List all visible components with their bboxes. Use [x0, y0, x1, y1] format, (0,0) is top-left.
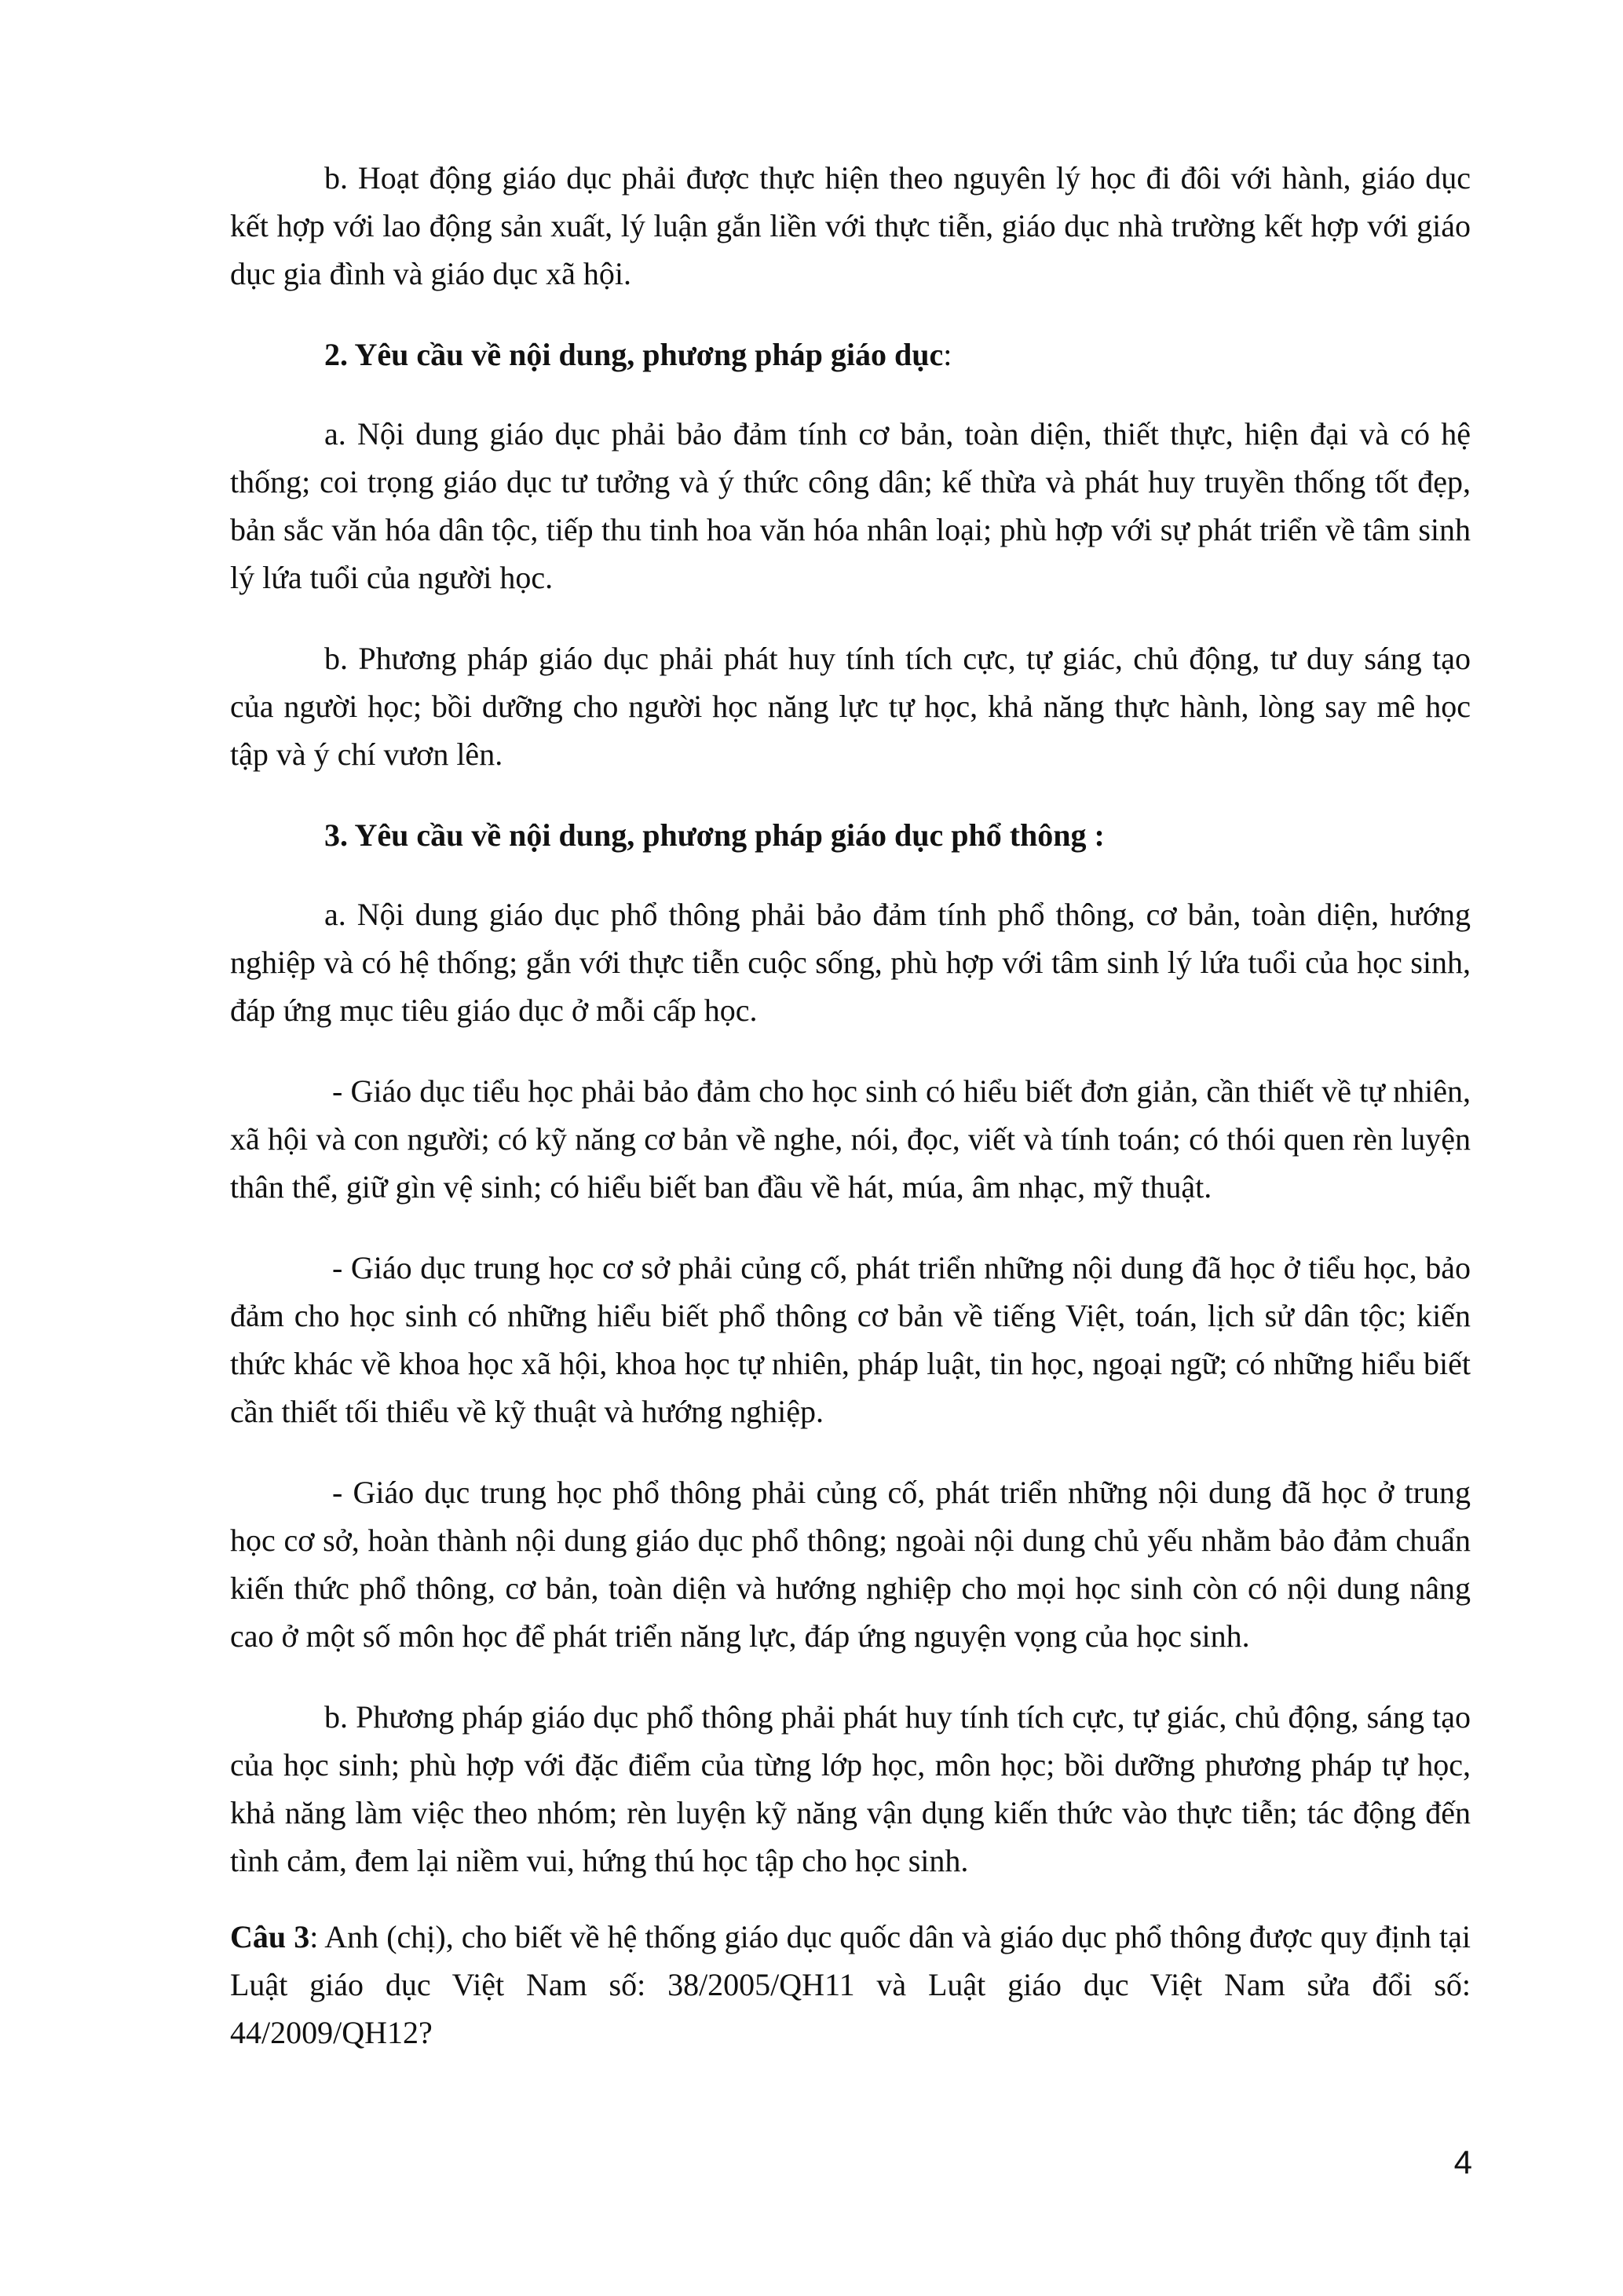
paragraph-primary-education: - Giáo dục tiểu học phải bảo đảm cho học sinh có hiểu biết đơn giản, cần thiết về tự nhiên, xã hội và con người; có kỹ năng cơ bản về nghe, nói, đọc, viết và tính toán; có thói quen rèn luyện thân thể, giữ gìn vệ sinh; có hiểu biết ban đầu về hát, múa, âm nhạc, mỹ thuật. — [230, 1073, 1471, 1205]
paragraph-method-b: b. Phương pháp giáo dục phải phát huy tính tích cực, tự giác, chủ động, tư duy sáng tạo của người học; bồi dưỡng cho người học năng lực tự học, khả năng thực hành, lòng say mê học tập và ý chí vươn lên. — [230, 641, 1471, 772]
section-heading-2-text: 2. Yêu cầu về nội dung, phương pháp giáo dục — [324, 337, 944, 372]
section-heading-3: 3. Yêu cầu về nội dung, phương pháp giáo dục phổ thông : — [324, 817, 1105, 853]
question-label: Câu 3 — [230, 1919, 310, 1954]
paragraph-lower-secondary: - Giáo dục trung học cơ sở phải củng cố, phát triển những nội dung đã học ở tiểu học, bảo đảm cho học sinh có những hiểu biết phổ thông cơ bản về tiếng Việt, toán, lịch sử dân tộc; kiến thức khác về khoa học xã hội, khoa học tự nhiên, pháp luật, tin học, ngoại ngữ; có những hiểu biết cần thiết tối thiểu về kỹ thuật và hướng nghiệp. — [230, 1250, 1471, 1429]
paragraph-upper-secondary: - Giáo dục trung học phổ thông phải củng cố, phát triển những nội dung đã học ở trung học cơ sở, hoàn thành nội dung giáo dục phổ thông; ngoài nội dung chủ yếu nhằm bảo đảm chuẩn kiến thức phổ thông, cơ bản, toàn diện và hướng nghiệp cho mọi học sinh còn có nội dung nâng cao ở một số môn học để phát triển năng lực, đáp ứng nguyện vọng của học sinh. — [230, 1475, 1471, 1654]
paragraph-principle-b: b. Hoạt động giáo dục phải được thực hiện theo nguyên lý học đi đôi với hành, giáo dục kết hợp với lao động sản xuất, lý luận gắn liền với thực tiễn, giáo dục nhà trường kết hợp với giáo dục gia đình và giáo dục xã hội. — [230, 160, 1471, 291]
question-text: : Anh (chị), cho biết về hệ thống giáo dục quốc dân và giáo dục phổ thông được quy định tại Luật giáo dục Việt Nam số: 38/2005/QH11 và Luật giáo dục Việt Nam sửa đổi số: 44/2009/QH12? — [230, 1919, 1471, 2050]
page-content — [230, 154, 1471, 2089]
section-heading-2 — [230, 331, 1471, 378]
paragraph-general-method-b: b. Phương pháp giáo dục phổ thông phải phát huy tính tích cực, tự giác, chủ động, sáng tạo của học sinh; phù hợp với đặc điểm của từng lớp học, môn học; bồi dưỡng phương pháp tự học, khả năng làm việc theo nhóm; rèn luyện kỹ năng vận dụng kiến thức vào thực tiễn; tác động đến tình cảm, đem lại niềm vui, hứng thú học tập cho học sinh. — [230, 1699, 1471, 1878]
section-heading-2-colon: : — [943, 337, 952, 372]
paragraph-content-a: a. Nội dung giáo dục phải bảo đảm tính cơ bản, toàn diện, thiết thực, hiện đại và có hệ thống; coi trọng giáo dục tư tưởng và ý thức công dân; kế thừa và phát huy truyền thống tốt đẹp, bản sắc văn hóa dân tộc, tiếp thu tinh hoa văn hóa nhân loại; phù hợp với sự phát triển về tâm sinh lý lứa tuổi của người học. — [230, 416, 1471, 595]
page-number: 4 — [1453, 2144, 1472, 2181]
question-3 — [230, 1913, 1471, 2057]
paragraph-general-content-a: a. Nội dung giáo dục phổ thông phải bảo đảm tính phổ thông, cơ bản, toàn diện, hướng nghiệp và có hệ thống; gắn với thực tiễn cuộc sống, phù hợp với tâm sinh lý lứa tuổi của học sinh, đáp ứng mục tiêu giáo dục ở mỗi cấp học. — [230, 897, 1471, 1028]
